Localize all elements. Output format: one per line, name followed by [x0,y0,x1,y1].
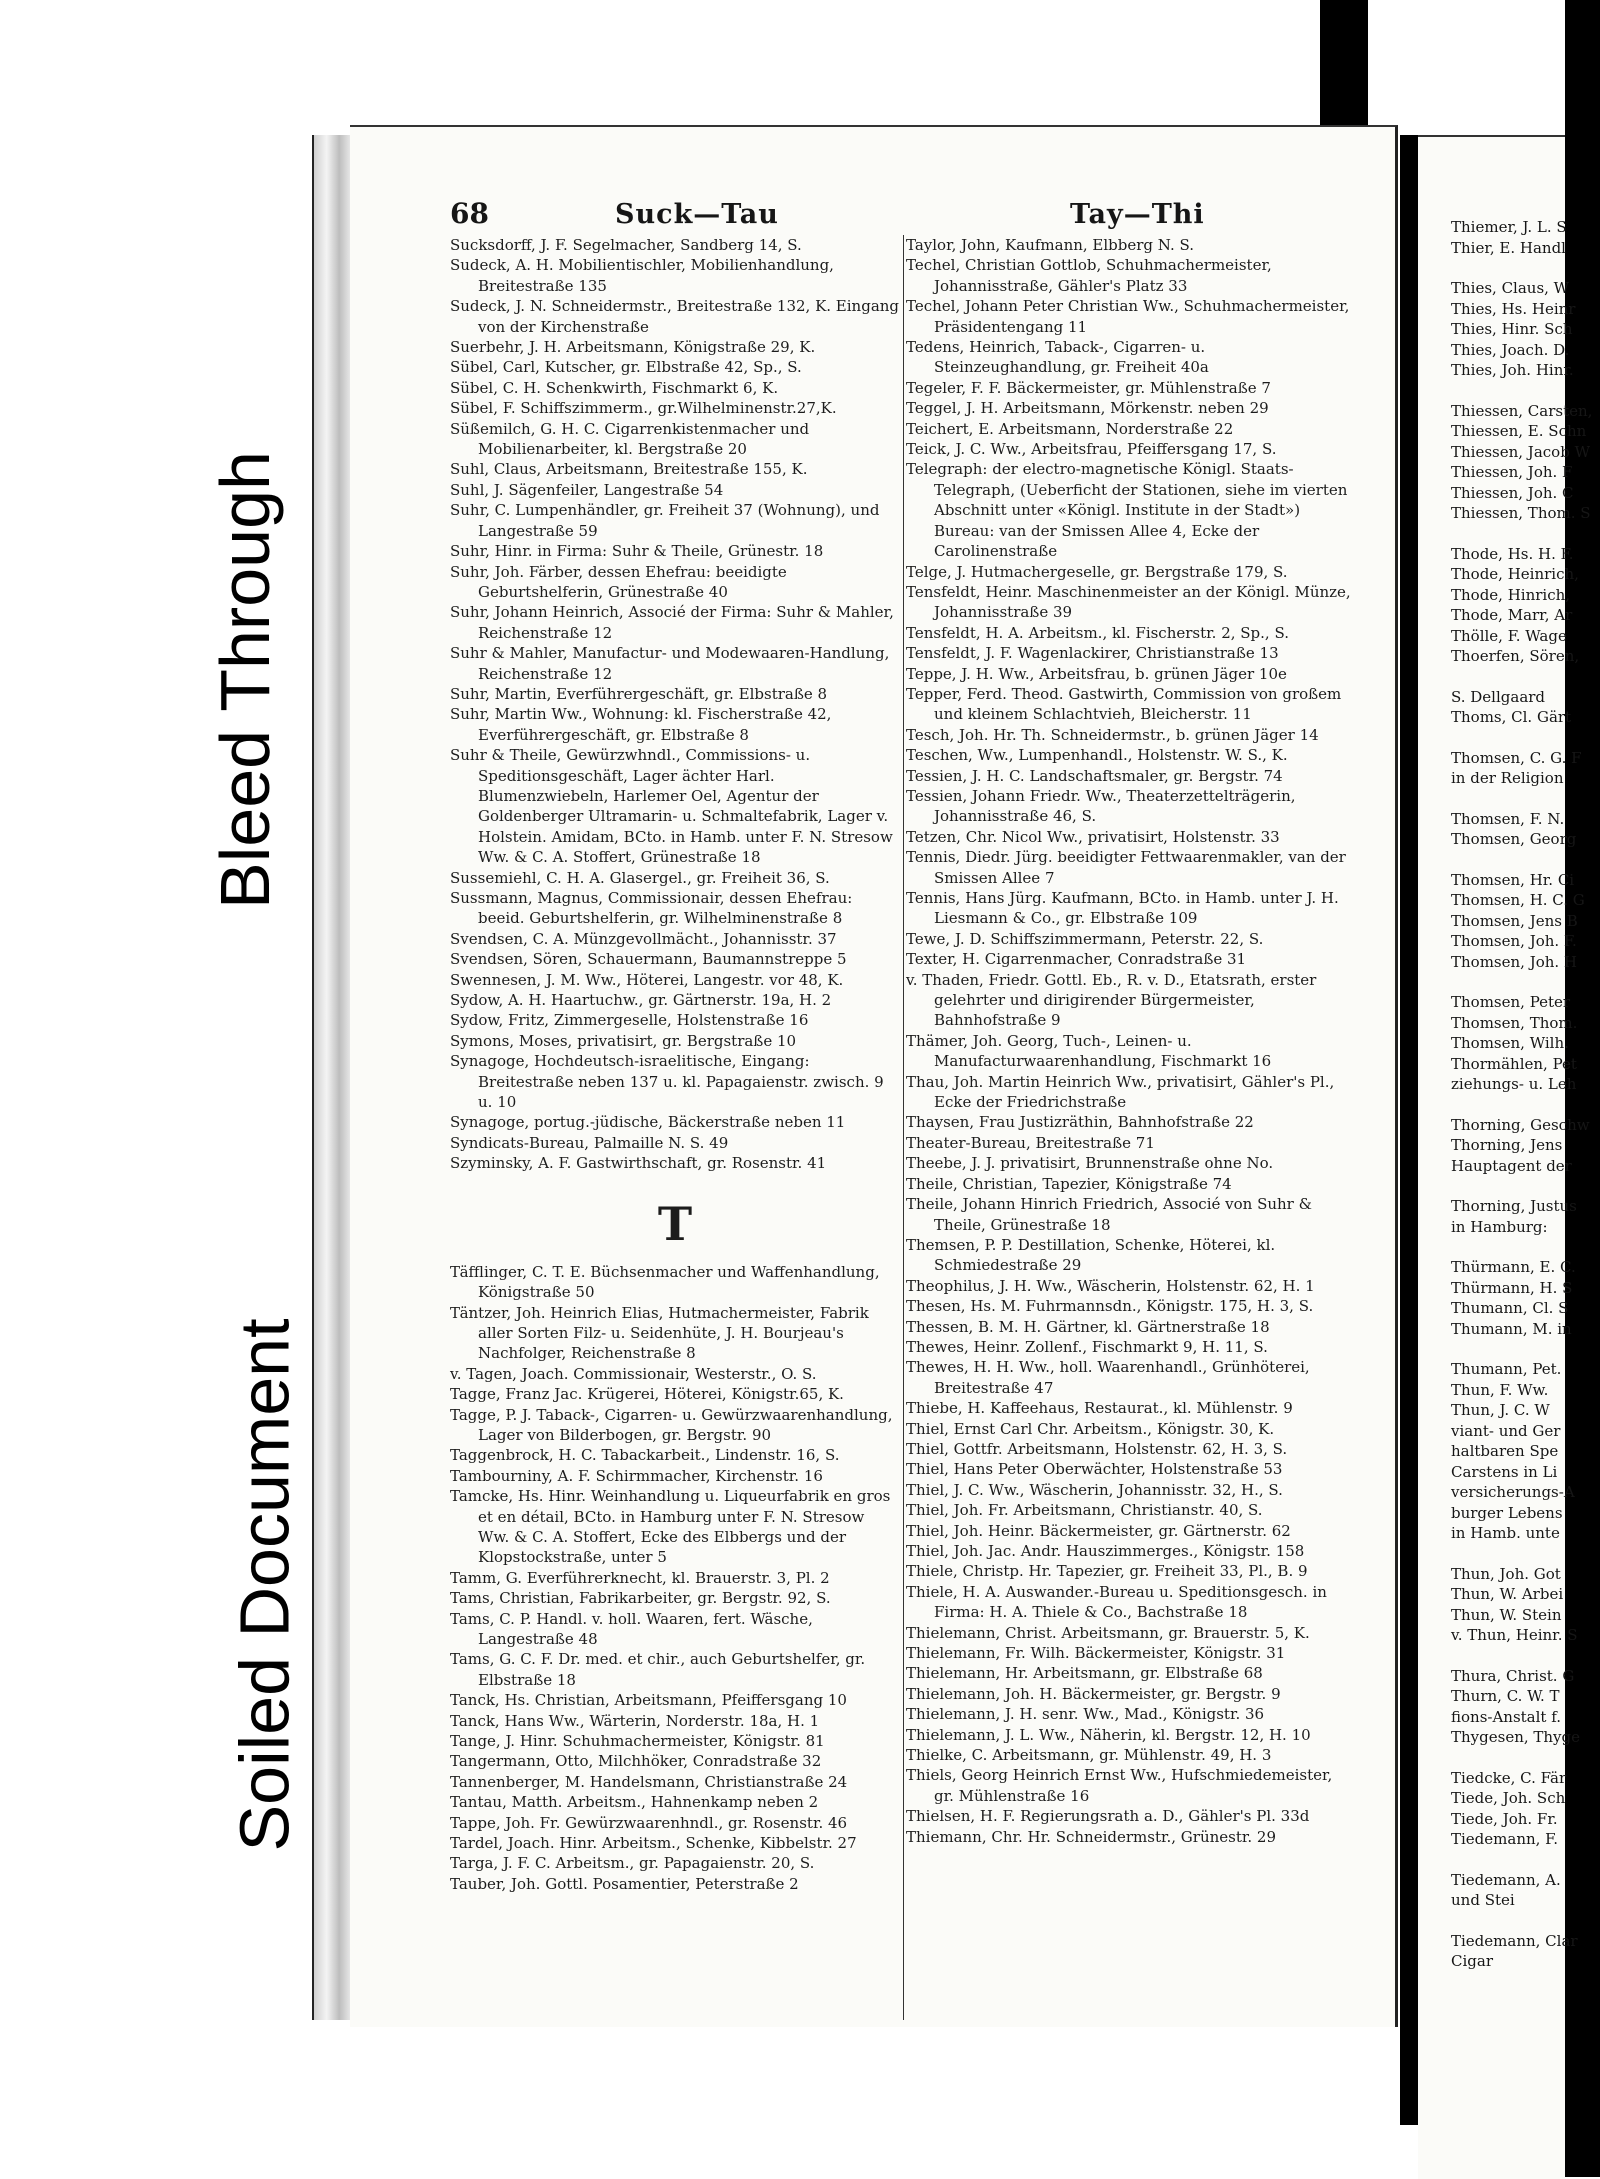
directory-entry: Teschen, Ww., Lumpenhandl., Holstenstr. W. S., K. [906,746,1288,765]
directory-entry: Theophilus, J. H. Ww., Wäscherin, Holstenstr. 62, H. 1 [906,1276,1315,1295]
directory-entry: Thiebe, H. Kaffeehaus, Restaurat., kl. Mühlenstr. 9 [906,1399,1293,1418]
directory-entry: Teggel, J. H. Arbeitsmann, Mörkenstr. neben 29 [906,399,1269,418]
next-page-entry: Carstens in Li [1451,1462,1558,1481]
next-page-entry: Thoms, Cl. Gärt [1451,708,1572,726]
directory-entry: Suhr, Johann Heinrich, Associé der Firma: Suhr & Mahler, Reichenstraße 12 [450,603,894,642]
directory-entry: Sudeck, J. N. Schneidermstr., Breitestraße 132, K. Eingang von der Kirchenstraße [450,297,900,336]
directory-entry: Svendsen, C. A. Münzgevollmächt., Johannisstr. 37 [450,929,837,948]
directory-entry: Tessien, Johann Friedr. Ww., Theaterzettelträgerin, Johannisstraße 46, S. [906,786,1296,826]
next-page-entry: Thürmann, E. C. [1451,1258,1576,1276]
directory-entry: Thielemann, J. L. Ww., Näherin, kl. Bergstr. 12, H. 10 [906,1725,1311,1744]
directory-entry: Tennis, Diedr. Jürg. beeidigter Fettwaarenmakler, van der Smissen Allee 7 [906,848,1346,887]
directory-entry: Sudeck, A. H. Mobilientischler, Mobilienhandlung, Breitestraße 135 [450,256,834,295]
directory-entry: Swennesen, J. M. Ww., Höterei, Langestr. vor 48, K. [450,970,844,989]
next-page-entry: v. Thun, Heinr. S [1451,1626,1578,1644]
directory-entry: Sydow, A. H. Haartuchw., gr. Gärtnerstr. 19a, H. 2 [450,991,832,1010]
next-page-entry: Thomsen, Thom. [1451,1013,1578,1032]
directory-entry: Suhr, Joh. Färber, dessen Ehefrau: beeidigte Geburtshelferin, Grünestraße 40 [450,562,787,601]
next-page-entry: Thode, Heinrich, [1451,565,1579,583]
next-page-entry: Thygesen, Thyge [1451,1728,1581,1746]
next-page-entry: Thomsen, Joh. F. [1451,932,1577,950]
directory-entry: Theater-Bureau, Breitestraße 71 [906,1133,1155,1152]
directory-entry: Thiels, Georg Heinrich Ernst Ww., Hufschmiedemeister, gr. Mühlenstraße 16 [906,1766,1333,1805]
next-page-entry: Hauptagent der [1451,1156,1572,1175]
next-page-entry: Thiessen, Carsten, [1451,401,1593,420]
directory-entry: Theile, Johann Hinrich Friedrich, Associé von Suhr & Theile, Grünestraße 18 [906,1195,1312,1234]
next-page-entry: Thomsen, F. N. [1451,809,1565,828]
directory-entry: Tepper, Ferd. Theod. Gastwirth, Commission von großem und kleinem Schlachtvieh, Bleicherstr. 11 [906,684,1342,724]
next-page-entry: Thode, Marr, Ar [1451,606,1573,624]
directory-entry: Tange, J. Hinr. Schuhmachermeister, Königstr. 81 [450,1732,825,1751]
bleed-through-label [190,395,300,965]
next-page-entry: Thies, Hinr. Sch [1451,320,1573,338]
next-page-entry: Tiedemann, A. [1451,1870,1561,1889]
next-page-entries [1418,217,1593,1972]
bleed-through-label-text: Bleed Through [206,451,285,909]
next-page-entry: Tiedemann, Clar [1451,1931,1578,1950]
directory-entry: Tensfeldt, Heinr. Maschinenmeister an der Königl. Münze, Johannisstraße 39 [906,582,1351,622]
directory-entry: Suhr & Theile, Gewürzwhndl., Commissions- u. Speditionsgeschäft, Lager ächter Harl. Blumenzwiebeln, Harlemer Oel, Agentur der Goldenberger Ultramarin- u. Schmaltefabrik, Lager v. Holstein. Amidam, BCto. in Hamb. unter F. N. Stresow Ww. & C. A. Stoffert, Grünestraße 18 [450,746,893,867]
directory-entry: Thiel, Joh. Fr. Arbeitsmann, Christianstr. 40, S. [906,1501,1263,1520]
column-divider [903,235,904,2020]
next-page-entry: in der Religion [1451,769,1564,787]
directory-entry: Targa, J. F. C. Arbeitsm., gr. Papagaienstr. 20, S. [450,1854,815,1873]
directory-entry: Tanck, Hans Ww., Wärterin, Norderstr. 18a, H. 1 [450,1711,820,1730]
next-page-entry: Thomsen, Peter [1451,993,1571,1011]
directory-entry: Täntzer, Joh. Heinrich Elias, Hutmachermeister, Fabrik aller Sorten Filz- u. Seidenhüte, J. H. Bourjeau's Nachfolger, Reichenstraße 8 [450,1303,869,1363]
directory-entry: Teick, J. C. Ww., Arbeitsfrau, Pfeiffersgang 17, S. [906,440,1277,459]
next-page-entry: in Hamb. unte [1451,1524,1560,1542]
next-page-entry: Thumann, M. in [1451,1319,1572,1338]
next-page-fragment [1418,135,1593,2179]
next-page-entry: Thode, Hinrich, [1451,585,1571,604]
left-column-header: Suck—Tau [615,199,779,230]
directory-entry: Tams, G. C. F. Dr. med. et chir., auch Geburtshelfer, gr. Elbstraße 18 [450,1650,866,1689]
section-letter-t: T [657,1196,693,1251]
book-page-edges [312,135,352,2020]
next-page-entry: Tiede, Joh. Sch [1451,1789,1566,1807]
directory-entry: Tewe, J. D. Schiffszimmermann, Peterstr. 22, S. [906,929,1264,948]
directory-entry: Thiele, Christp. Hr. Tapezier, gr. Freiheit 33, Pl., B. 9 [906,1562,1308,1581]
next-page-entry: ziehungs- u. Leh [1451,1075,1577,1093]
directory-entry: Themsen, P. P. Destillation, Schenke, Höterei, kl. Schmiedestraße 29 [906,1235,1276,1275]
directory-entry: Theebe, J. J. privatisirt, Brunnenstraße ohne No. [906,1154,1274,1173]
directory-entry: Thielemann, J. H. senr. Ww., Mad., Königstr. 36 [906,1705,1265,1724]
next-page-entry: Thürmann, H. S [1451,1278,1573,1297]
directory-entry: Tams, C. P. Handl. v. holl. Waaren, fert. Wäsche, Langestraße 48 [450,1609,813,1648]
directory-entry: Tensfeldt, H. A. Arbeitsm., kl. Fischerstr. 2, Sp., S. [906,623,1289,642]
directory-entry: Thiel, Joh. Heinr. Bäckermeister, gr. Gärtnerstr. 62 [906,1521,1291,1540]
directory-entry: Thielemann, Christ. Arbeitsmann, gr. Brauerstr. 5, K. [906,1623,1310,1642]
next-page-entry: haltbaren Spe [1451,1442,1559,1460]
directory-entry: Szyminsky, A. F. Gastwirthschaft, gr. Rosenstr. 41 [450,1154,827,1173]
directory-entry: Thesen, Hs. M. Fuhrmannsdn., Königstr. 175, H. 3, S. [906,1297,1314,1316]
directory-entry: Thielemann, Joh. H. Bäckermeister, gr. Bergstr. 9 [906,1684,1281,1703]
directory-entry: Suerbehr, J. H. Arbeitsmann, Königstraße 29, K. [450,338,816,357]
next-page-entry: Thies, Joach. D. [1451,340,1570,359]
directory-entry: Thiel, Hans Peter Oberwächter, Holstenstraße 53 [906,1460,1283,1479]
directory-entry: Tardel, Joach. Hinr. Arbeitsm., Schenke, Kibbelstr. 27 [450,1834,857,1853]
directory-entry: Sübel, Carl, Kutscher, gr. Elbstraße 42, Sp., S. [450,358,802,377]
next-page-entry: Cigar [1451,1952,1493,1970]
directory-entry: Suhl, Claus, Arbeitsmann, Breitestraße 155, K. [450,460,808,479]
directory-entry: Techel, Christian Gottlob, Schuhmachermeister, Johannisstraße, Gähler's Platz 33 [906,256,1272,295]
next-page-entry: Thiessen, Joh. C [1451,483,1574,502]
directory-entry: Tesch, Joh. Hr. Th. Schneidermstr., b. grünen Jäger 14 [906,725,1319,744]
next-page-entry: Tiedcke, C. Fär [1451,1768,1567,1787]
next-page-entry: Thiemer, J. L. S [1451,218,1567,236]
next-page-entry: und Stei [1451,1891,1515,1909]
next-page-entry: versicherungs-A [1451,1483,1575,1501]
directory-entry: Suhl, J. Sägenfeiler, Langestraße 54 [450,480,724,499]
next-page-entry: Thomsen, C. G. F [1451,748,1582,767]
directory-entry: Synagoge, portug.-jüdische, Bäckerstraße neben 11 [450,1113,846,1132]
directory-entry: Symons, Moses, privatisirt, gr. Bergstraße 10 [450,1031,797,1050]
directory-entry: Thielke, C. Arbeitsmann, gr. Mühlenstr. 49, H. 3 [906,1746,1272,1765]
directory-entry: Süßemilch, G. H. C. Cigarrenkistenmacher und Mobilienarbeiter, kl. Bergstraße 20 [450,419,810,459]
directory-entry: Svendsen, Sören, Schauermann, Baumannstreppe 5 [450,950,847,969]
directory-entry: Tedens, Heinrich, Taback-, Cigarren- u. Steinzeughandlung, gr. Freiheit 40a [906,338,1209,377]
directory-entry: Synagoge, Hochdeutsch-israelitische, Eingang: Breitestraße neben 137 u. kl. Papagaienstr. zwisch. 9 u. 10 [450,1052,884,1112]
directory-entry: Thielsen, H. F. Regierungsrath a. D., Gähler's Pl. 33d [906,1807,1310,1826]
directory-entry: Tegeler, F. F. Bäckermeister, gr. Mühlenstraße 7 [906,378,1271,397]
next-page-entry: Thun, J. C. W [1451,1401,1550,1419]
directory-entry: Sussemiehl, C. H. A. Glasergel., gr. Freiheit 36, S. [450,868,830,887]
directory-entry: Theile, Christian, Tapezier, Königstraße 74 [906,1174,1232,1193]
directory-entry: Tannenberger, M. Handelsmann, Christianstraße 24 [450,1772,848,1791]
scan-border-top [1320,0,1368,135]
directory-entry: v. Thaden, Friedr. Gottl. Eb., R. v. D., Etatsrath, erster gelehrter und dirigirender Bürgermeister, Bahnhofstraße 9 [906,970,1317,1030]
left-column-entries [450,235,900,1894]
directory-entry: Thiel, Joh. Jac. Andr. Hauszimmerges., Königstr. 158 [906,1542,1305,1560]
directory-entry: Thiele, H. A. Auswander.-Bureau u. Speditionsgesch. in Firma: H. A. Thiele & Co., Bachstraße 18 [906,1582,1327,1622]
directory-entry: Thessen, B. M. H. Gärtner, kl. Gärtnerstraße 18 [906,1317,1270,1336]
directory-entry: Suhr, Martin Ww., Wohnung: kl. Fischerstraße 42, Everführergeschäft, gr. Elbstraße 8 [450,705,832,744]
next-page-entry: Thomsen, Joh. H [1451,952,1578,971]
directory-entry: Thiemann, Chr. Hr. Schneidermstr., Grünestr. 29 [906,1827,1277,1846]
directory-entry: Thau, Joh. Martin Heinrich Ww., privatisirt, Gähler's Pl., Ecke der Friedrichstraße [906,1072,1335,1112]
directory-entry: Sübel, C. H. Schenkwirth, Fischmarkt 6, K. [450,378,779,397]
next-page-entry: Thies, Joh. Hinr. [1451,361,1574,379]
next-page-entry: Thomsen, Georg [1451,830,1577,848]
directory-entry: Tambourniny, A. F. Schirmmacher, Kirchenstr. 16 [450,1466,823,1485]
next-page-entry: Thun, F. Ww. [1451,1380,1549,1399]
directory-entry: Thämer, Joh. Georg, Tuch-, Leinen- u. Manufacturwaarenhandlung, Fischmarkt 16 [906,1031,1272,1071]
directory-entry: Suhr, Martin, Everführergeschäft, gr. Elbstraße 8 [450,684,828,703]
next-page-entry: Tiede, Joh. Fr. [1451,1809,1558,1828]
directory-entry: Suhr, Hinr. in Firma: Suhr & Theile, Grünestr. 18 [450,542,824,561]
next-page-entry: Thomsen, Wilh. [1451,1034,1569,1052]
next-page-entry: Thumann, Pet. [1451,1360,1562,1378]
next-page-entry: Thomsen, Hr. Ci [1451,870,1575,889]
directory-entry: Syndicats-Bureau, Palmaille N. S. 49 [450,1133,729,1152]
directory-entry: Techel, Johann Peter Christian Ww., Schuhmachermeister, Präsidentengang 11 [906,297,1350,336]
directory-entry: Täfflinger, C. T. E. Büchsenmacher und Waffenhandlung, Königstraße 50 [450,1262,880,1302]
soiled-document-label-text: Soiled Document [226,1318,305,1852]
directory-entry: Sucksdorff, J. F. Segelmacher, Sandberg 14, S. [450,236,802,254]
next-page-entry: Thumann, Cl. S [1451,1299,1569,1317]
directory-entry: Thewes, H. H. Ww., holl. Waarenhandl., Grünhöterei, Breitestraße 47 [906,1358,1310,1397]
directory-entry: Tennis, Hans Jürg. Kaufmann, BCto. in Hamb. unter J. H. Liesmann & Co., gr. Elbstraße 109 [906,889,1339,928]
directory-entry: Tessien, J. H. C. Landschaftsmaler, gr. Bergstr. 74 [906,766,1283,785]
right-column-entries [906,235,1356,1847]
next-page-entry: S. Dellgaard [1451,687,1546,706]
directory-entry: Teichert, E. Arbeitsmann, Norderstraße 22 [906,419,1234,438]
next-page-entry: Thier, E. Handl [1451,238,1566,257]
soiled-document-label [210,1285,320,1885]
next-page-entry: Thiessen, Thom. S [1451,504,1591,522]
directory-entry: Thielemann, Fr. Wilh. Bäckermeister, Königstr. 31 [906,1644,1286,1663]
next-page-entry: fions-Anstalt f. [1451,1707,1562,1726]
directory-entry: Thielemann, Hr. Arbeitsmann, gr. Elbstraße 68 [906,1664,1263,1683]
directory-entry: Tagge, P. J. Taback-, Cigarren- u. Gewürzwaarenhandlung, Lager von Bilderbogen, gr. Bergstr. 90 [450,1405,893,1444]
directory-entry: Tensfeldt, J. F. Wagenlackirer, Christianstraße 13 [906,644,1279,663]
next-page-entry: Thorning, Justus [1451,1197,1577,1215]
next-page-entry: Thormählen, Pet [1451,1054,1577,1073]
next-page-entry: Thurn, C. W. T [1451,1687,1560,1705]
directory-entry: Tams, Christian, Fabrikarbeiter, gr. Bergstr. 92, S. [450,1589,831,1608]
page-gutter-shadow [1400,135,1418,2125]
directory-entry: v. Tagen, Joach. Commissionair, Westerstr., O. S. [450,1364,817,1383]
directory-entry: Sübel, F. Schiffszimmerm., gr.Wilhelminenstr.27,K. [450,399,837,418]
next-page-entry: Thomsen, H. C. G [1451,891,1585,909]
directory-page [350,125,1398,2027]
directory-entry: Teppe, J. H. Ww., Arbeitsfrau, b. grünen Jäger 10e [906,664,1287,683]
directory-entry: Telge, J. Hutmachergeselle, gr. Bergstraße 179, S. [906,562,1288,581]
next-page-entry: Thun, Joh. Got [1451,1564,1561,1583]
directory-entry: Thiel, J. C. Ww., Wäscherin, Johannisstr. 32, H., S. [906,1480,1283,1499]
next-page-entry: Thun, W. Arbei [1451,1585,1564,1603]
next-page-entry: Thorning, Jens [1451,1136,1563,1154]
next-page-entry: Thorning, Geschw [1451,1115,1590,1134]
next-page-entry: in Hamburg: [1451,1217,1548,1236]
directory-entry: Tangermann, Otto, Milchhöker, Conradstraße 32 [450,1752,822,1771]
directory-entry: Tagge, Franz Jac. Krügerei, Höterei, Königstr.65, K. [450,1385,844,1404]
directory-entry: Tetzen, Chr. Nicol Ww., privatisirt, Holstenstr. 33 [906,827,1280,846]
next-page-entry: Thura, Christ. G [1451,1666,1575,1685]
directory-entry: Tappe, Joh. Fr. Gewürzwaarenhndl., gr. Rosenstr. 46 [450,1813,848,1832]
right-column-header: Tay—Thi [1070,199,1205,230]
next-page-entry: Thoerfen, Sören, [1451,647,1580,665]
next-page-entry: Thomsen, Jens B [1451,911,1578,930]
next-page-entry: Thode, Hs. H. F. [1451,544,1574,563]
page-number: 68 [450,197,489,230]
directory-entry: Suhr, C. Lumpenhändler, gr. Freiheit 37 (Wohnung), und Langestraße 59 [450,501,880,540]
directory-entry: Tantau, Matth. Arbeitsm., Hahnenkamp neben 2 [450,1793,819,1812]
directory-entry: Telegraph: der electro-magnetische Königl. Staats-Telegraph, (Ueberficht der Stationen, siehe im vierten Abschnitt unter «Königl. Institute in der Stadt») Bureau: van der Smissen Allee 4, Ecke der Carolinenstraße [906,460,1348,561]
next-page-entry: Thies, Claus, W [1451,279,1570,297]
next-page-entry: Thiessen, Jacob W [1451,442,1590,461]
directory-entry: Tamm, G. Everführerknecht, kl. Brauerstr. 3, Pl. 2 [450,1568,830,1587]
next-page-entry: Thun, W. Stein [1451,1605,1562,1624]
directory-entry: Thiel, Gottfr. Arbeitsmann, Holstenstr. 62, H. 3, S. [906,1439,1288,1458]
directory-entry: Taylor, John, Kaufmann, Elbberg N. S. [906,236,1195,254]
directory-entry: Tauber, Joh. Gottl. Posamentier, Peterstraße 2 [450,1874,799,1893]
next-page-entry: Tiedemann, F. [1451,1830,1559,1848]
directory-entry: Thaysen, Frau Justizräthin, Bahnhofstraße 22 [906,1113,1254,1132]
next-page-entry: burger Lebens [1451,1503,1563,1522]
directory-entry: Sussmann, Magnus, Commissionair, dessen Ehefrau: beeid. Geburtshelferin, gr. Wilhelminenstraße 8 [450,889,853,928]
directory-entry: Tamcke, Hs. Hinr. Weinhandlung u. Liqueurfabrik en gros et en détail, BCto. in Hamburg unter F. N. Stresow Ww. & C. A. Stoffert, Ecke des Elbbergs und der Klopstockstraße, unter 5 [450,1487,891,1567]
directory-entry: Thewes, Heinr. Zollenf., Fischmarkt 9, H. 11, S. [906,1337,1268,1356]
next-page-entry: Thölle, F. Wage [1451,626,1567,645]
directory-entry: Thiel, Ernst Carl Chr. Arbeitsm., Königstr. 30, K. [906,1419,1275,1438]
directory-entry: Taggenbrock, H. C. Tabackarbeit., Lindenstr. 16, S. [450,1446,840,1465]
directory-entry: Tanck, Hs. Christian, Arbeitsmann, Pfeiffersgang 10 [450,1691,847,1710]
next-page-entry: viant- und Ger [1451,1421,1561,1440]
directory-entry: Sydow, Fritz, Zimmergeselle, Holstenstraße 16 [450,1011,809,1030]
directory-entry: Suhr & Mahler, Manufactur- und Modewaaren-Handlung, Reichenstraße 12 [450,644,890,683]
directory-entry: Texter, H. Cigarrenmacher, Conradstraße 31 [906,950,1247,969]
next-page-entry: Thiessen, E. Schn [1451,422,1587,440]
next-page-entry: Thies, Hs. Heinr [1451,299,1576,318]
next-page-entry: Thiessen, Joh. F [1451,463,1573,481]
